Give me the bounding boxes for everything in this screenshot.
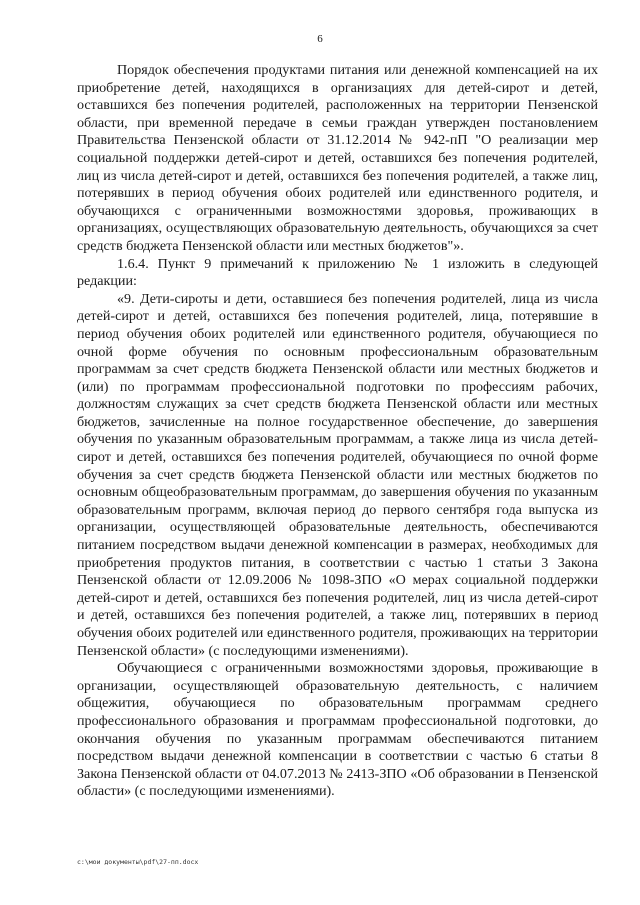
paragraph-nutrition-procedure: Порядок обеспечения продуктами питания или денежной компенсацией на их приобретение детей, находящихся в организациях для детей-сирот и детей, оставшихся без попечения родителей, расположенных на территории Пензенской области, при временной передаче в семьи граждан утвержден постановлением Правительства Пензенской области от 31.12.2014 № 942-пП "О реализации мер социальной поддержки детей-сирот и детей, оставшихся без попечения родителей, лиц из числа детей-сирот и детей, оставшихся без попечения родителей, а также лиц, потерявших в период обучения обоих родителей или единственного родителя, и обучающихся с ограниченными возможностями здоровья, проживающих в организациях, осуществляющих образовательную деятельность, обучающихся за счет средств бюджета Пензенской области или местных бюджетов"». xyxy=(77,62,598,254)
file-path-footer: c:\мои документы\pdf\27-пп.docx xyxy=(77,858,199,866)
paragraph-disabled-students: Обучающиеся с ограниченными возможностями здоровья, проживающие в организации, осуществляющей образовательную деятельность, с наличием общежития, обучающиеся по образовательным программам среднего профессионального образования и программам профессиональной подготовки, до окончания обучения по указанным программам обеспечиваются питанием посредством выдачи денежной компенсации в соответствии с частью 6 статьи 8 Закона Пензенской области от 04.07.2013 № 2413-ЗПО «Об образовании в Пензенской области» (с последующими изменениями). xyxy=(77,660,598,800)
paragraph-note-9: «9. Дети-сироты и дети, оставшиеся без попечения родителей, лица из числа детей-сирот и детей, оставшихся без попечения родителей, лица, потерявшие в период обучения обоих родителей или единственного родителя, обучающиеся по очной форме обучения по основным профессиональным образовательным программам за счет средств бюджета Пензенской области или местных бюджетов и (или) по программам профессиональной подготовки по профессиям рабочих, должностям служащих за счет средств бюджета Пензенской области или местных бюджетов, зачисленные на полное государственное обеспечение, до завершения обучения по указанным образовательным программам, а также лица из числа детей-сирот и детей, оставшихся без попечения родителей, обучающиеся по очной форме обучения за счет средств бюджета Пензенской области или местных бюджетов по основным общеобразовательным программам, до завершения обучения по указанным образовательным программ, включая период до первого сентября года выпуска из организации, осуществляющей образовательные деятельность, обеспечиваются питанием посредством выдачи денежной компенсации в размерах, необходимых для приобретения продуктов питания, в соответствии с частью 1 статьи 3 Закона Пензенской области от 12.09.2006 № 1098-ЗПО «О мерах социальной поддержки детей-сирот и детей, оставшихся без попечения родителей, лиц из числа детей-сирот и детей, оставшихся без попечения родителей, а также лиц, потерявших в период обучения обоих родителей или единственного родителя, проживающих на территории Пензенской области» (с последующими изменениями). xyxy=(77,290,598,659)
paragraph-item-1-6-4: 1.6.4. Пункт 9 примечаний к приложению № 1 изложить в следующей редакции: xyxy=(77,255,598,290)
page-number: 6 xyxy=(317,33,323,45)
document-body xyxy=(77,62,598,801)
